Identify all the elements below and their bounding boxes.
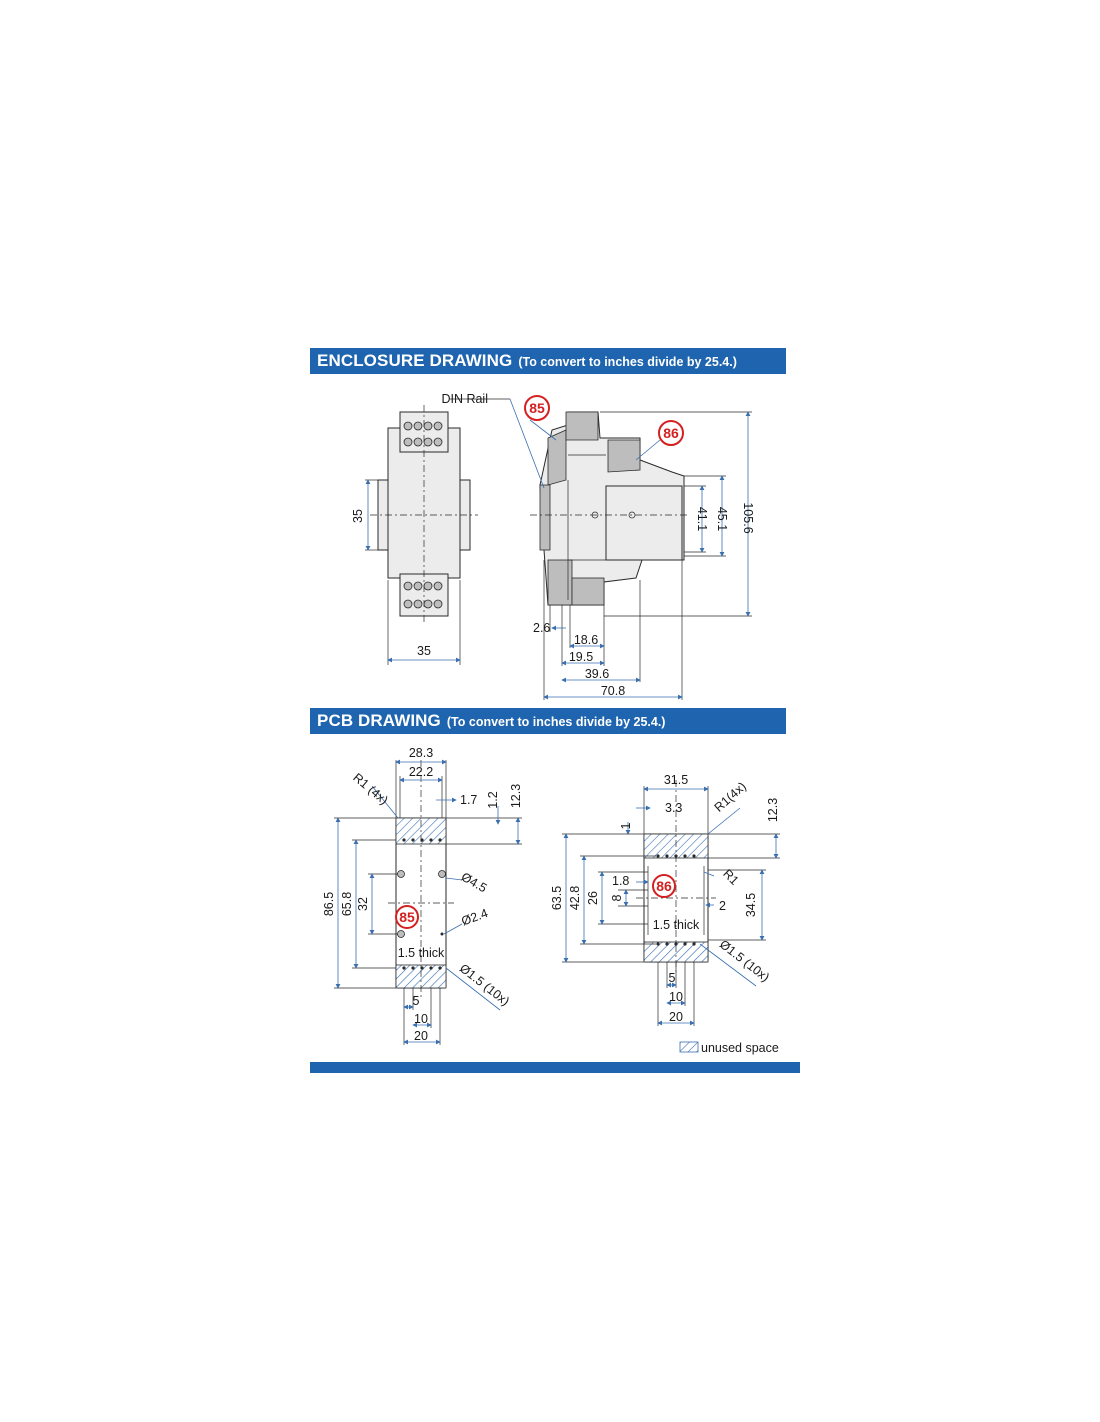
board-area [606,486,682,560]
pcb-right-dim-34-5: 34.5 [744,892,758,918]
dim-45-1: 45.1 [715,506,729,532]
upper-terminal [566,412,598,440]
small-hole [441,933,444,936]
pcb-right-dim-63-5: 63.5 [550,885,564,911]
pcb-right-dim-1-8: 1.8 [612,874,630,888]
pcb-right-pitch-10: 10 [669,990,683,1004]
svg-text:86: 86 [656,878,672,894]
pcb-left-dim-1-2: 1.2 [486,791,500,809]
lower-plug [572,578,604,605]
pcb-right-radius: R1 [720,866,742,888]
pcb-left-pitch-10: 10 [414,1012,428,1026]
pcb-left-pitch-5: 5 [412,994,420,1008]
mounting-hole [398,931,405,938]
callout-86-pcb [653,875,675,897]
pcb-left-dim-28-3: 28.3 [408,746,434,760]
pcb-right-dim-31-5: 31.5 [663,773,689,787]
mounting-hole [398,871,405,878]
unused-space-legend [680,1041,779,1055]
pcb-right-dim-26: 26 [586,891,600,905]
svg-text:85: 85 [399,909,415,925]
dim-2-6: 2.6 [533,621,551,635]
din-rail [540,485,550,550]
pcb-left-pin-holes: Ø1.5 (10x) [456,961,513,1009]
hatch-swatch-icon [680,1042,698,1052]
pcb-right-dim-1: 1 [619,822,633,830]
enclosure-front-view [365,405,478,665]
upper-plug [608,440,640,472]
pcb-right-radius-4x: R1(4x) [711,779,749,815]
dim-39-6: 39.6 [584,667,610,681]
pcb-right-dim-3-3: 3.3 [665,801,683,815]
pcb-right-pin-holes: Ø1.5 (10x) [716,937,773,985]
callout-86-enclosure [659,421,683,445]
pcb-title: PCB DRAWING [317,711,441,730]
svg-text:86: 86 [663,425,679,441]
enclosure-side-view [450,399,752,700]
pcb-left-dim-12-3: 12.3 [509,783,523,809]
pcb-right-thickness: 1.5 thick [652,918,700,932]
legend-label: unused space [701,1041,779,1055]
dim-front-height: 35 [351,509,365,523]
pcb-right-dim-12-3: 12.3 [766,797,780,823]
pcb-left-hole-2-4: Ø2.4 [459,906,490,929]
enclosure-title: ENCLOSURE DRAWING [317,351,513,370]
din-rail-label: DIN Rail [441,392,488,406]
pcb-left-radius: R1 (4x) [350,770,391,808]
pcb-left-dim-1-7: 1.7 [460,793,478,807]
pcb-left-hole-4-5: Ø4.5 [458,869,490,896]
pcb-right-pitch-20: 20 [669,1010,683,1024]
pcb-left-pitch-20: 20 [414,1029,428,1043]
enclosure-subtitle: (To convert to inches divide by 25.4.) [518,355,737,369]
pcb-right-pitch-5: 5 [668,971,676,985]
pcb-left-dim-65-8: 65.8 [340,891,354,917]
pcb-left-dim-86-5: 86.5 [322,891,336,917]
pcb-subtitle: (To convert to inches divide by 25.4.) [446,715,666,729]
lower-terminal [548,560,572,605]
svg-text:85: 85 [529,400,545,416]
pcb-left-thickness: 1.5 thick [397,946,445,960]
dim-19-5: 19.5 [568,650,594,664]
callout-85-pcb [396,906,418,928]
dim-105-6: 105.6 [741,502,755,534]
dim-18-6: 18.6 [573,633,599,647]
footer-bar [310,1062,800,1073]
dim-70-8: 70.8 [600,684,626,698]
pcb-right-dim-42-8: 42.8 [568,885,582,911]
pcb-left-dim-32: 32 [356,897,370,911]
callout-85-enclosure [525,396,549,420]
pcb-right-dim-8: 8 [610,894,624,902]
pcb-right-dim-2: 2 [719,899,726,913]
dim-41-1: 41.1 [695,506,709,532]
din-clip-top [548,430,566,485]
pcb-left-dim-22-2: 22.2 [408,765,434,779]
dim-front-width: 35 [417,644,431,658]
mounting-hole [439,871,446,878]
